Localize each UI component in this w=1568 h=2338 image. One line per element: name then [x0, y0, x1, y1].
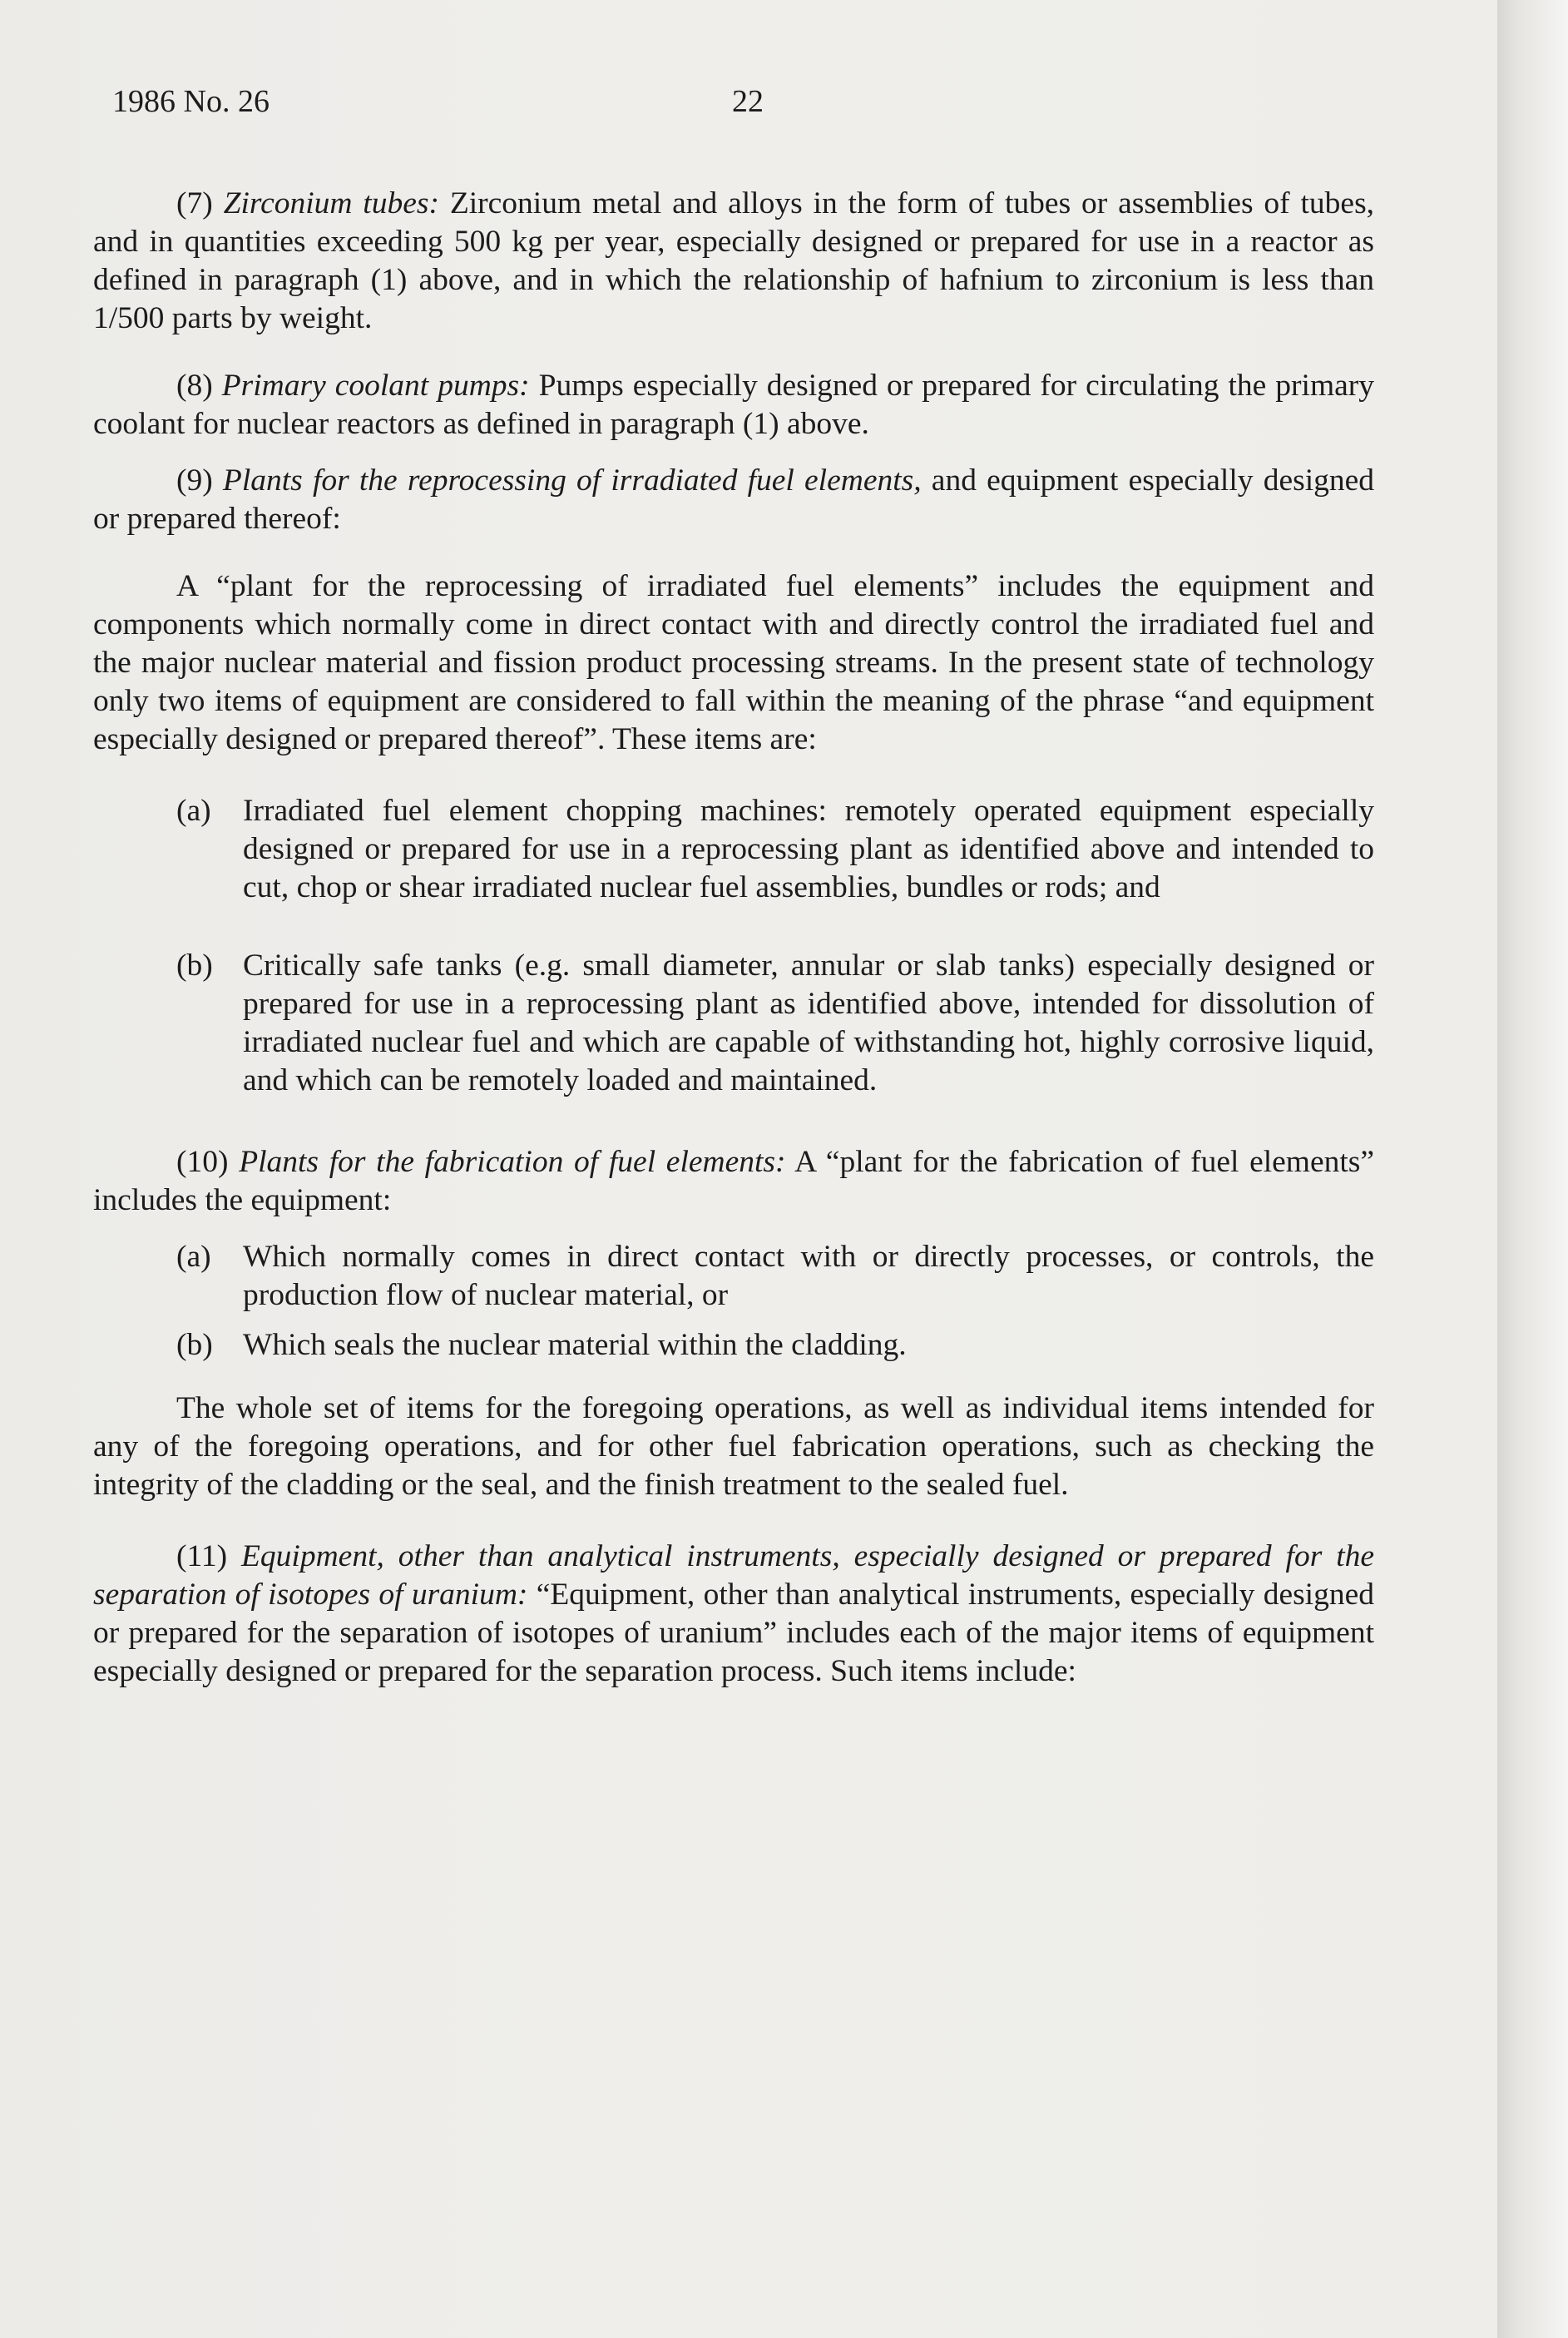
- paragraph-heading: Primary coolant pumps:: [221, 369, 530, 403]
- paragraph-text: “Equipment, other than analytical instruments, especially designed or prepared for the separation of isotopes of uranium” includes each of the major items of equipment especially designed or prepared for the separation process. Such items include:: [93, 1578, 1374, 1688]
- list-item: [93, 1238, 1374, 1315]
- paragraph-number: (8): [176, 369, 213, 403]
- page-edge-shadow: [1497, 0, 1568, 2338]
- item-text: Which normally comes in direct contact with or directly processes, or controls, the production flow of nuclear material, or: [243, 1240, 1374, 1312]
- list-item: [93, 947, 1374, 1100]
- item-text: Irradiated fuel element chopping machines: remotely operated equipment especially designed or prepared for use in a reprocessing plant as identified above and intended to cut, chop or shear irradiated nuclear fuel assemblies, bundles or rods; and: [243, 794, 1374, 904]
- paragraph-8: [93, 367, 1374, 443]
- document-body: [93, 185, 1374, 1691]
- item-label: (a): [176, 794, 211, 828]
- item-text: Which seals the nuclear material within the cladding.: [243, 1328, 907, 1362]
- paragraph-text: and equipment especially designed or prepared thereof:: [93, 463, 1375, 536]
- paragraph-7: [93, 185, 1374, 338]
- item-label: (b): [176, 949, 213, 983]
- paragraph-number: (9): [176, 463, 213, 498]
- paragraph-text: Zirconium metal and alloys in the form of tubes or assemblies of tubes, and in quantities exceeding 500 kg per year, especially designed or prepared for use in a reactor as defined in paragraph (1) above, and in which the relationship of hafnium to zirconium is less than 1/500 parts by weight.: [93, 186, 1375, 335]
- paragraph-text: Pumps especially designed or prepared for circulating the primary coolant for nuclear reactors as defined in paragraph (1) above.: [93, 369, 1375, 441]
- page-number: 22: [732, 84, 764, 119]
- item-label: (a): [176, 1240, 211, 1274]
- paragraph-heading: Zirconium tubes:: [223, 186, 439, 220]
- item-label: (b): [176, 1328, 213, 1362]
- list-item: [93, 792, 1374, 907]
- paragraph-10: [93, 1143, 1374, 1220]
- item-text: Critically safe tanks (e.g. small diameter, annular or slab tanks) especially designed or prepared for use in a reprocessing plant as identified above, intended for dissolution of irradiated nuclear fuel and which are capable of withstanding hot, highly corrosive liquid, and which can be remotely loaded and maintained.: [243, 949, 1374, 1097]
- act-reference: 1986 No. 26: [112, 84, 270, 119]
- paragraph-11: [93, 1538, 1374, 1691]
- paragraph-number: (11): [176, 1539, 228, 1573]
- paragraph-10-whole-set: The whole set of items for the foregoing operations, as well as individual items intended for any of the foregoing operations, and for other fuel fabrication operations, such as checking the integrity of the cladding or the seal, and the finish treatment to the sealed fuel.: [93, 1391, 1374, 1502]
- paragraph-heading: Equipment, other than analytical instruments, especially designed or prepared for the separation of isotopes of uranium:: [93, 1539, 1375, 1612]
- paragraph-number: (10): [176, 1145, 229, 1179]
- paragraph-number: (7): [176, 186, 213, 220]
- paragraph-heading: Plants for the reprocessing of irradiated fuel elements,: [222, 463, 922, 498]
- paragraph-9: [93, 462, 1374, 538]
- page-header: [112, 83, 1377, 133]
- paragraph-heading: Plants for the fabrication of fuel elements:: [239, 1145, 786, 1179]
- paragraph-text: A “plant for the fabrication of fuel elements” includes the equipment:: [93, 1145, 1374, 1217]
- paragraph-9-definition: A “plant for the reprocessing of irradiated fuel elements” includes the equipment and components which normally come in direct contact with and directly control the irradiated fuel and the major nuclear material and fission product processing streams. In the present state of technology only two items of equipment are considered to fall within the meaning of the phrase “and equipment especially designed or prepared thereof”. These items are:: [93, 569, 1374, 756]
- list-item: [93, 1326, 1374, 1365]
